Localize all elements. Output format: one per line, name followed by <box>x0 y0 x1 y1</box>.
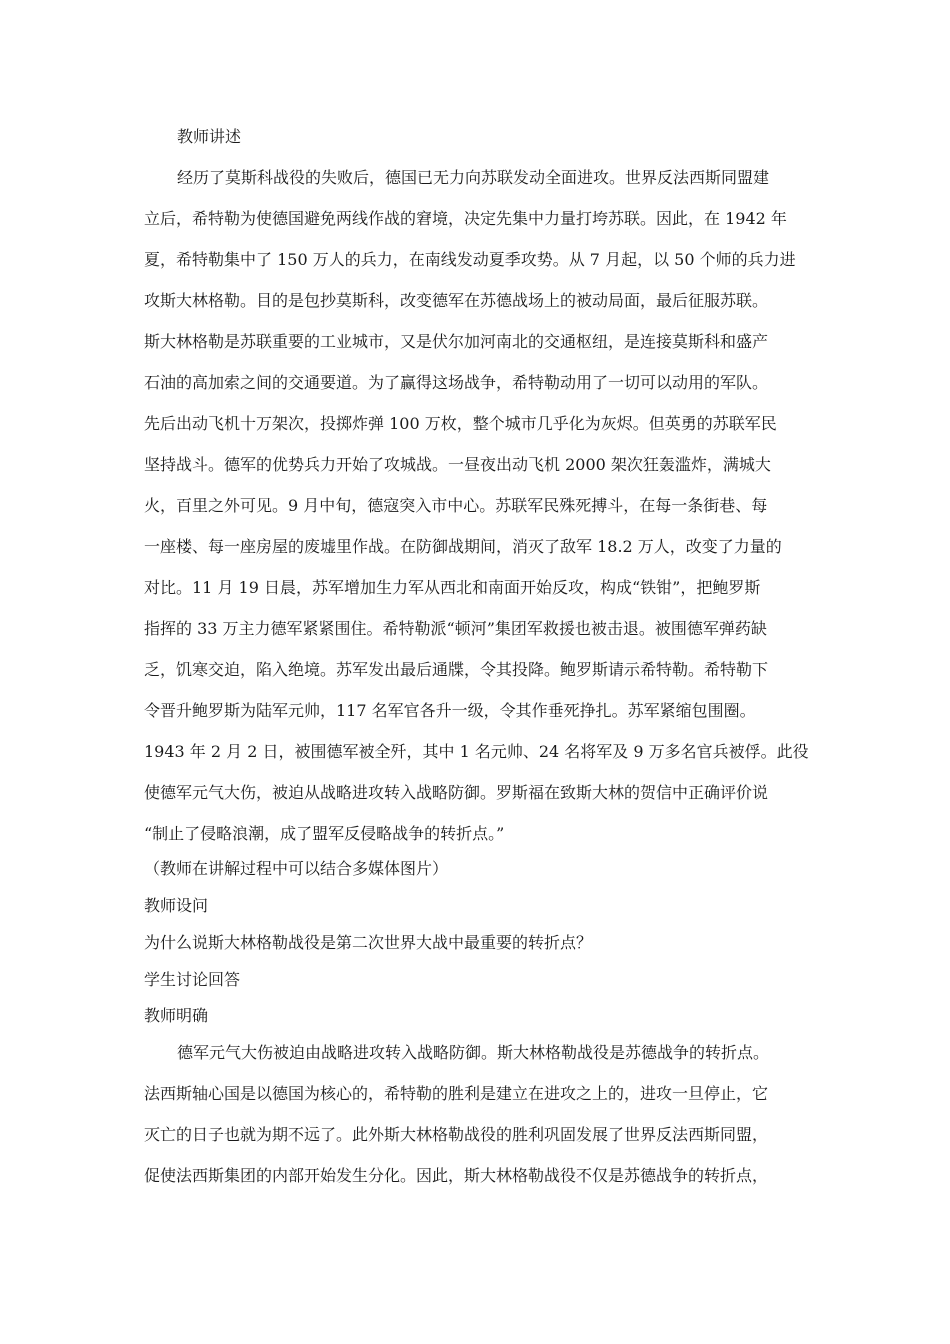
answer-line: 德军元气大伤被迫由战略进攻转入战略防御。斯大林格勒战役是苏德战争的转折点。 <box>177 1043 770 1062</box>
narration-line: 对比。11 月 19 日晨，苏军增加生力军从西北和南面开始反攻，构成“铁钳”，把鲍罗斯 <box>144 578 761 597</box>
narration-line: 1943 年 2 月 2 日，被围德军被全歼，其中 1 名元帅、24 名将军及 9 万多名官兵被俘。此役 <box>144 742 809 761</box>
narration-line: 火，百里之外可见。9 月中旬，德寇突入市中心。苏联军民殊死搏斗，在每一条街巷、每 <box>144 496 768 515</box>
answer-line: 法西斯轴心国是以德国为核心的，希特勒的胜利是建立在进攻之上的，进攻一旦停止，它 <box>144 1084 769 1103</box>
narration-line: 乏，饥寒交迫，陷入绝境。苏军发出最后通牒，令其投降。鲍罗斯请示希特勒。希特勒下 <box>144 660 769 679</box>
answer-line: 促使法西斯集团的内部开始发生分化。因此，斯大林格勒战役不仅是苏德战争的转折点， <box>144 1166 769 1185</box>
narration-line: 夏，希特勒集中了 150 万人的兵力，在南线发动夏季攻势。从 7 月起，以 50 个师的兵力进 <box>144 250 796 269</box>
narration-line: 斯大林格勒是苏联重要的工业城市，又是伏尔加河南北的交通枢纽，是连接莫斯科和盛产 <box>144 332 769 351</box>
teacher-note: （教师在讲解过程中可以结合多媒体图片） <box>144 859 449 878</box>
section-heading-narration: 教师讲述 <box>177 127 242 146</box>
section-heading-clarify: 教师明确 <box>144 1006 209 1025</box>
narration-line: 石油的高加索之间的交通要道。为了赢得这场战争，希特勒动用了一切可以动用的军队。 <box>144 373 769 392</box>
narration-line: “制止了侵略浪潮，成了盟军反侵略战争的转折点。” <box>144 824 505 843</box>
narration-line: 坚持战斗。德军的优势兵力开始了攻城战。一昼夜出动飞机 2000 架次狂轰滥炸，满城大 <box>144 455 771 474</box>
narration-line: 指挥的 33 万主力德军紧紧围住。希特勒派“顿河”集团军救援也被击退。被围德军弹药缺 <box>144 619 767 638</box>
narration-line: 攻斯大林格勒。目的是包抄莫斯科，改变德军在苏德战场上的被动局面，最后征服苏联。 <box>144 291 769 310</box>
narration-line: 一座楼、每一座房屋的废墟里作战。在防御战期间，消灭了敌军 18.2 万人，改变了力量的 <box>144 537 782 556</box>
answer-line: 灭亡的日子也就为期不远了。此外斯大林格勒战役的胜利巩固发展了世界反法西斯同盟， <box>144 1125 769 1144</box>
question-text: 为什么说斯大林格勒战役是第二次世界大战中最重要的转折点？ <box>144 933 593 952</box>
narration-line: 令晋升鲍罗斯为陆军元帅，117 名军官各升一级，令其作垂死挣扎。苏军紧缩包围圈。 <box>144 701 756 720</box>
section-heading-question: 教师设问 <box>144 896 209 915</box>
narration-line: 立后，希特勒为使德国避免两线作战的窘境，决定先集中力量打垮苏联。因此，在 1942 年 <box>144 209 787 228</box>
narration-line: 经历了莫斯科战役的失败后，德国已无力向苏联发动全面进攻。世界反法西斯同盟建 <box>177 168 770 187</box>
section-heading-discussion: 学生讨论回答 <box>144 970 241 989</box>
narration-line: 先后出动飞机十万架次，投掷炸弹 100 万枚，整个城市几乎化为灰烬。但英勇的苏联军民 <box>144 414 777 433</box>
narration-line: 使德军元气大伤，被迫从战略进攻转入战略防御。罗斯福在致斯大林的贺信中正确评价说 <box>144 783 769 802</box>
